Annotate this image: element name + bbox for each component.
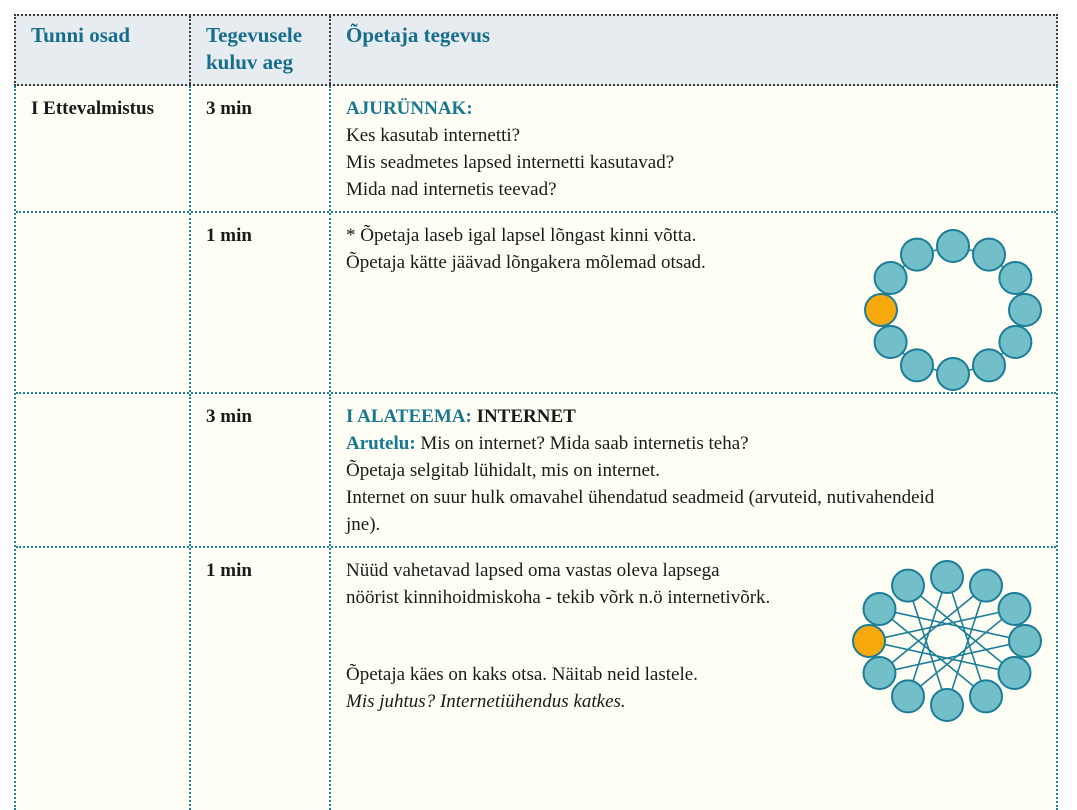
activity-line: Õpetaja kätte jäävad lõngakera mõlemad otsad. (346, 252, 706, 273)
time-label: 1 min (206, 560, 252, 581)
cell-lesson-part (16, 548, 191, 810)
subtopic-title-text: INTERNET (476, 406, 576, 427)
table-row-yarn-circle (16, 213, 1056, 394)
cell-time (191, 548, 331, 810)
yarn-circle-svg (862, 227, 1044, 393)
lesson-plan-table (14, 14, 1058, 810)
cell-time (191, 86, 331, 211)
subtopic-label: I ALATEEMA: (346, 406, 472, 427)
activity-line: Mida nad internetis teevad? (346, 179, 557, 200)
discussion-label: Arutelu: (346, 433, 416, 454)
cell-activity (331, 394, 1056, 546)
cell-lesson-part (16, 394, 191, 546)
discussion-text: Mis on internet? Mida saab internetis teha? (420, 433, 749, 454)
cell-time (191, 394, 331, 546)
table-row-network (16, 548, 1056, 810)
activity-line: Õpetaja käes on kaks otsa. Näitab neid lastele. (346, 664, 698, 685)
cell-time (191, 213, 331, 392)
activity-line: Nüüd vahetavad lapsed oma vastas oleva lapsega (346, 560, 720, 581)
time-label: 3 min (206, 406, 252, 427)
table-row-preparation (16, 86, 1056, 213)
table-row-subtopic-internet (16, 394, 1056, 548)
activity-line: jne). (346, 514, 381, 535)
activity-line: Õpetaja selgitab lühidalt, mis on internet. (346, 460, 660, 481)
activity-line: Internet on suur hulk omavahel ühendatud seadmeid (arvuteid, nutivahendeid (346, 487, 935, 508)
cell-lesson-part (16, 86, 191, 211)
header-cell-activity-time: Tegevusele kuluv aeg (191, 16, 331, 84)
table-header-row (14, 14, 1058, 86)
time-label: 3 min (206, 98, 252, 119)
cell-activity (331, 213, 1056, 392)
header-cell-lesson-parts: Tunni osad (16, 16, 191, 84)
activity-line: * Õpetaja laseb igal lapsel lõngast kinni võtta. (346, 225, 697, 246)
activity-heading: AJURÜNNAK: (346, 98, 473, 119)
internet-network-diagram (850, 558, 1044, 724)
time-label: 1 min (206, 225, 252, 246)
cell-activity (331, 86, 1056, 211)
activity-heading-line (346, 403, 1042, 430)
internet-network-svg (850, 558, 1044, 724)
table-body (14, 86, 1058, 810)
activity-discussion-line (346, 430, 1042, 457)
cell-lesson-part (16, 213, 191, 392)
lesson-part-label: I Ettevalmistus (31, 98, 154, 119)
yarn-circle-diagram (862, 227, 1044, 393)
activity-line: Kes kasutab internetti? (346, 125, 521, 146)
header-cell-teacher-activity: Õpetaja tegevus (346, 23, 491, 47)
activity-line: Mis seadmetes lapsed internetti kasutavad? (346, 152, 675, 173)
activity-line-italic: Mis juhtus? Internetiühendus katkes. (346, 691, 626, 712)
activity-line: nöörist kinnihoidmiskoha - tekib võrk n.ö internetivõrk. (346, 587, 771, 608)
cell-activity (331, 548, 1056, 810)
